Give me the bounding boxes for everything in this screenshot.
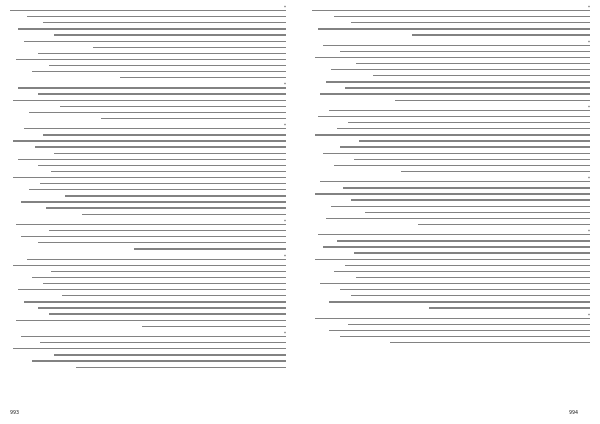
text-line bbox=[16, 320, 286, 321]
text-line bbox=[18, 87, 286, 88]
text-line bbox=[13, 100, 286, 101]
text-line bbox=[348, 122, 590, 123]
text-line bbox=[43, 22, 286, 23]
text-line bbox=[32, 277, 286, 278]
text-line bbox=[323, 246, 590, 247]
paragraph-marker: * bbox=[588, 104, 590, 110]
text-line bbox=[334, 16, 590, 17]
text-line bbox=[390, 342, 590, 343]
text-line bbox=[354, 159, 590, 160]
text-line bbox=[21, 336, 286, 337]
text-line bbox=[320, 181, 590, 182]
text-line bbox=[24, 41, 286, 42]
text-line bbox=[354, 252, 590, 253]
paragraph-block bbox=[10, 5, 286, 81]
text-line bbox=[49, 313, 286, 314]
text-line bbox=[351, 295, 590, 296]
text-line bbox=[323, 153, 590, 154]
text-line bbox=[32, 71, 286, 72]
text-line bbox=[120, 77, 286, 78]
paragraph-block bbox=[10, 123, 286, 218]
paragraph-marker: * bbox=[284, 253, 286, 259]
text-line bbox=[315, 259, 590, 260]
paragraph-block bbox=[10, 331, 286, 371]
text-line bbox=[32, 360, 286, 361]
paragraph-block bbox=[10, 218, 286, 253]
text-line bbox=[320, 283, 590, 284]
text-line bbox=[318, 234, 590, 235]
text-line bbox=[60, 106, 286, 107]
text-line bbox=[337, 240, 590, 241]
text-line bbox=[351, 22, 590, 23]
paragraph-marker: * bbox=[284, 123, 286, 129]
text-line bbox=[312, 10, 590, 11]
text-line bbox=[10, 10, 286, 11]
paragraph-marker: * bbox=[284, 331, 286, 336]
text-line bbox=[49, 65, 286, 66]
paragraph-marker: * bbox=[588, 229, 590, 235]
text-line bbox=[38, 242, 286, 243]
left-text-column bbox=[10, 5, 286, 400]
text-line bbox=[340, 51, 590, 52]
paragraph-block bbox=[312, 229, 590, 311]
text-line bbox=[318, 28, 590, 29]
text-line bbox=[21, 201, 286, 202]
text-line bbox=[46, 207, 286, 208]
text-line bbox=[54, 153, 286, 154]
text-line bbox=[343, 187, 590, 188]
text-line bbox=[29, 112, 286, 113]
paragraph-marker: * bbox=[588, 5, 590, 10]
text-line bbox=[134, 248, 286, 249]
paragraph-marker: * bbox=[588, 176, 590, 182]
text-line bbox=[329, 301, 590, 302]
text-line bbox=[101, 118, 286, 119]
paragraph-block bbox=[312, 312, 590, 347]
text-line bbox=[340, 336, 590, 337]
right-page-number: 994 bbox=[568, 410, 578, 416]
text-line bbox=[38, 165, 286, 166]
text-line bbox=[40, 183, 286, 184]
text-line bbox=[315, 318, 590, 319]
text-line bbox=[142, 326, 286, 327]
paragraph-block bbox=[10, 253, 286, 330]
text-line bbox=[326, 218, 590, 219]
paragraph-marker: * bbox=[284, 5, 286, 10]
text-line bbox=[13, 177, 286, 178]
left-page-number: 993 bbox=[10, 410, 20, 416]
text-line bbox=[323, 45, 590, 46]
text-line bbox=[43, 134, 286, 135]
text-line bbox=[76, 367, 286, 368]
text-line bbox=[24, 128, 286, 129]
text-line bbox=[351, 199, 590, 200]
text-line bbox=[315, 193, 590, 194]
text-line bbox=[340, 289, 590, 290]
text-line bbox=[43, 283, 286, 284]
text-line bbox=[429, 307, 590, 308]
text-line bbox=[373, 75, 590, 76]
text-line bbox=[18, 28, 286, 29]
text-line bbox=[334, 165, 590, 166]
text-line bbox=[315, 57, 590, 58]
text-line bbox=[365, 212, 590, 213]
text-line bbox=[54, 354, 286, 355]
text-line bbox=[329, 110, 590, 111]
text-line bbox=[38, 53, 286, 54]
text-line bbox=[27, 16, 286, 17]
text-line bbox=[318, 116, 590, 117]
text-line bbox=[18, 289, 286, 290]
text-line bbox=[51, 271, 286, 272]
text-line bbox=[38, 93, 286, 94]
paragraph-block bbox=[312, 39, 590, 104]
text-line bbox=[326, 81, 590, 82]
text-line bbox=[412, 34, 590, 35]
text-line bbox=[49, 230, 286, 231]
paragraph-marker: * bbox=[588, 39, 590, 45]
paragraph-marker: * bbox=[284, 82, 286, 88]
text-line bbox=[29, 189, 286, 190]
text-line bbox=[315, 134, 590, 135]
text-line bbox=[340, 146, 590, 147]
text-line bbox=[395, 100, 590, 101]
text-line bbox=[356, 63, 590, 64]
paragraph-block bbox=[312, 176, 590, 228]
text-line bbox=[24, 301, 286, 302]
text-line bbox=[337, 128, 590, 129]
text-line bbox=[334, 271, 590, 272]
text-line bbox=[13, 140, 286, 141]
text-line bbox=[356, 277, 590, 278]
text-line bbox=[38, 307, 286, 308]
text-line bbox=[93, 47, 286, 48]
text-line bbox=[65, 195, 286, 196]
text-line bbox=[21, 236, 286, 237]
text-line bbox=[16, 224, 286, 225]
text-line bbox=[82, 214, 286, 215]
text-line bbox=[329, 330, 590, 331]
paragraph-marker: * bbox=[588, 312, 590, 318]
text-line bbox=[16, 59, 286, 60]
paragraph-block bbox=[10, 82, 286, 122]
text-line bbox=[418, 224, 590, 225]
text-line bbox=[401, 171, 590, 172]
paragraph-block bbox=[312, 104, 590, 175]
left-page bbox=[10, 5, 286, 416]
text-line bbox=[331, 69, 590, 70]
text-line bbox=[359, 140, 590, 141]
text-line bbox=[348, 324, 590, 325]
text-line bbox=[62, 295, 286, 296]
text-line bbox=[51, 171, 286, 172]
text-line bbox=[35, 146, 286, 147]
text-line bbox=[54, 34, 286, 35]
text-line bbox=[345, 265, 590, 266]
text-line bbox=[345, 87, 590, 88]
paragraph-block bbox=[312, 5, 590, 39]
paragraph-marker: * bbox=[284, 218, 286, 224]
right-text-column bbox=[312, 5, 590, 400]
right-page bbox=[312, 5, 590, 416]
text-line bbox=[13, 348, 286, 349]
text-line bbox=[331, 206, 590, 207]
text-line bbox=[320, 93, 590, 94]
text-line bbox=[27, 259, 286, 260]
text-line bbox=[18, 159, 286, 160]
text-line bbox=[40, 342, 286, 343]
text-line bbox=[13, 265, 286, 266]
